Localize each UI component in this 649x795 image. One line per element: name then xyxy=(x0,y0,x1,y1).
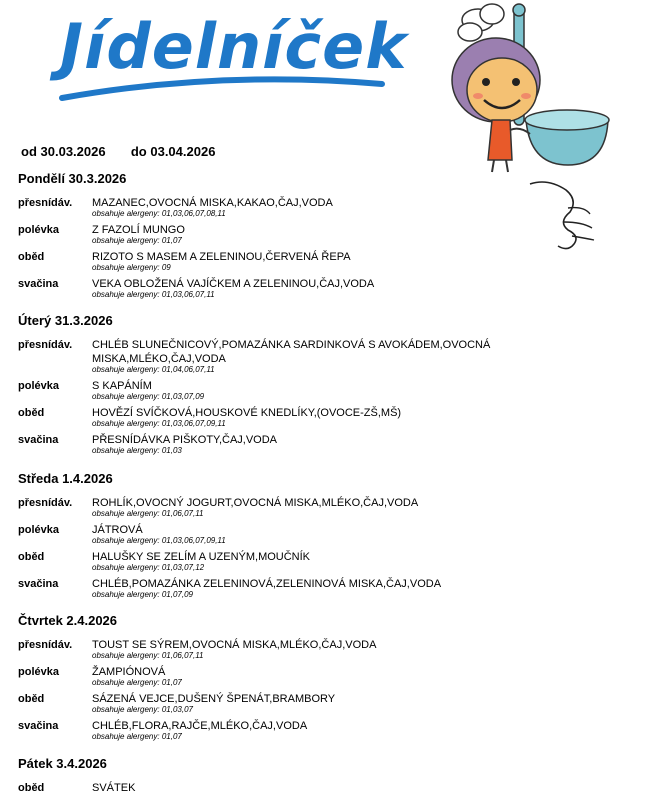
meal-dishes: CHLÉB,POMAZÁNKA ZELENINOVÁ,ZELENINOVÁ MISKA,ČAJ,VODA xyxy=(92,578,442,590)
meal-body xyxy=(92,196,618,219)
meal-row xyxy=(18,719,618,742)
period-to-label: do xyxy=(130,144,147,159)
meal-allergens: obsahuje alergeny: 01,03,07,09 xyxy=(92,392,205,401)
meal-dishes: RIZOTO S MASEM A ZELENINOU,ČERVENÁ ŘEPA xyxy=(92,251,351,263)
meal-label: svačina xyxy=(18,578,59,590)
cook-illustration xyxy=(440,0,645,175)
meal-body xyxy=(92,406,618,429)
day-section xyxy=(18,613,618,742)
meal-row xyxy=(18,277,618,300)
day-title: Středa 1.4.2026 xyxy=(18,471,113,486)
meal-body xyxy=(92,223,618,246)
period-to-date: 03.04.2026 xyxy=(150,144,216,159)
meal-allergens: obsahuje alergeny: 01,06,07,11 xyxy=(92,651,204,660)
meal-allergens: obsahuje alergeny: 01,07,09 xyxy=(92,590,193,599)
meal-allergens: obsahuje alergeny: 01,03,06,07,09,11 xyxy=(92,419,226,428)
meal-label: polévka xyxy=(18,224,59,236)
meal-dishes: CHLÉB SLUNEČNICOVÝ,POMAZÁNKA SARDINKOVÁ S AVOKÁDEM,OVOCNÁ MISKA,MLÉKO,ČAJ,VODA xyxy=(92,339,491,365)
meal-label: svačina xyxy=(18,434,59,446)
meal-allergens: obsahuje alergeny: 09 xyxy=(92,263,171,272)
meal-body xyxy=(92,550,618,573)
meal-allergens: obsahuje alergeny: 01,07 xyxy=(92,236,182,245)
meal-label: oběd xyxy=(18,693,45,705)
meal-body xyxy=(92,577,618,600)
day-title: Čtvrtek 2.4.2026 xyxy=(18,613,118,628)
day-title: Pátek 3.4.2026 xyxy=(18,756,107,771)
day-section xyxy=(18,756,618,795)
meal-row xyxy=(18,338,618,375)
meal-row xyxy=(18,433,618,456)
meal-allergens: obsahuje alergeny: 01,06,07,11 xyxy=(92,509,204,518)
meal-dishes: ŽAMPIÓNOVÁ xyxy=(92,666,166,678)
meal-label: svačina xyxy=(18,720,59,732)
menu-period xyxy=(21,144,215,159)
meal-label: oběd xyxy=(18,407,45,419)
meal-dishes: JÁTROVÁ xyxy=(92,524,143,536)
meal-dishes: SÁZENÁ VEJCE,DUŠENÝ ŠPENÁT,BRAMBORY xyxy=(92,693,336,705)
meal-dishes: MAZANEC,OVOCNÁ MISKA,KAKAO,ČAJ,VODA xyxy=(92,197,333,209)
meal-label: polévka xyxy=(18,524,59,536)
menu-title-logo xyxy=(0,0,430,110)
meal-dishes: PŘESNÍDÁVKA PIŠKOTY,ČAJ,VODA xyxy=(92,434,278,446)
meal-body xyxy=(92,638,618,661)
meal-dishes: ROHLÍK,OVOCNÝ JOGURT,OVOCNÁ MISKA,MLÉKO,ČAJ,VODA xyxy=(92,497,419,509)
meal-dishes: SVÁTEK xyxy=(92,782,136,794)
meal-row xyxy=(18,196,618,219)
meal-label: přesnídáv. xyxy=(18,497,73,509)
meal-allergens: obsahuje alergeny: 01,03,07 xyxy=(92,705,193,714)
meal-row xyxy=(18,406,618,429)
meal-dishes: CHLÉB,FLORA,RAJČE,MLÉKO,ČAJ,VODA xyxy=(92,720,308,732)
meal-row xyxy=(18,496,618,519)
meal-row xyxy=(18,250,618,273)
day-section xyxy=(18,313,618,456)
meal-row xyxy=(18,379,618,402)
meal-label: přesnídáv. xyxy=(18,639,73,651)
meal-allergens: obsahuje alergeny: 01,03,06,07,09,11 xyxy=(92,536,226,545)
meal-body xyxy=(92,338,618,375)
period-from-date: 30.03.2026 xyxy=(40,144,106,159)
meal-allergens: obsahuje alergeny: 01,03,07,12 xyxy=(92,563,205,572)
meal-row xyxy=(18,638,618,661)
meal-dishes: HOVĚZÍ SVÍČKOVÁ,HOUSKOVÉ KNEDLÍKY,(OVOCE-ZŠ,MŠ) xyxy=(92,407,402,419)
day-section xyxy=(18,471,618,600)
meal-body xyxy=(92,523,618,546)
period-from-label: od xyxy=(21,144,37,159)
meal-allergens: obsahuje alergeny: 01,03 xyxy=(92,446,182,455)
day-title: Pondělí 30.3.2026 xyxy=(18,171,127,186)
menu-title: Jídelníček xyxy=(60,10,408,83)
meal-allergens: obsahuje alergeny: 01,07 xyxy=(92,678,182,687)
meal-allergens: obsahuje alergeny: 01,07 xyxy=(92,732,182,741)
meal-body xyxy=(92,379,618,402)
meal-label: polévka xyxy=(18,666,59,678)
meal-row xyxy=(18,223,618,246)
meal-body xyxy=(92,277,618,300)
meal-dishes: VEKA OBLOŽENÁ VAJÍČKEM A ZELENINOU,ČAJ,VODA xyxy=(92,278,375,290)
meal-body xyxy=(92,250,618,273)
meal-body xyxy=(92,719,618,742)
meal-allergens: obsahuje alergeny: 01,04,06,07,11 xyxy=(92,365,215,374)
meal-row xyxy=(18,665,618,688)
meal-label: přesnídáv. xyxy=(18,339,73,351)
meal-label: svačina xyxy=(18,278,59,290)
day-section xyxy=(18,171,618,300)
meal-dishes: HALUŠKY SE ZELÍM A UZENÝM,MOUČNÍK xyxy=(92,551,311,563)
meal-label: oběd xyxy=(18,251,45,263)
meal-body xyxy=(92,692,618,715)
meal-label: přesnídáv. xyxy=(18,197,73,209)
meal-dishes: TOUST SE SÝREM,OVOCNÁ MISKA,MLÉKO,ČAJ,VODA xyxy=(92,639,377,651)
meal-dishes: Z FAZOLÍ MUNGO xyxy=(92,224,185,236)
meal-body xyxy=(92,665,618,688)
meal-dishes: S KAPÁNÍM xyxy=(92,380,152,392)
meal-row xyxy=(18,550,618,573)
day-title: Úterý 31.3.2026 xyxy=(18,313,113,328)
meal-label: oběd xyxy=(18,782,45,794)
meal-body xyxy=(92,781,618,795)
meal-allergens: obsahuje alergeny: 01,03,06,07,11 xyxy=(92,290,215,299)
meal-row xyxy=(18,523,618,546)
meal-body xyxy=(92,433,618,456)
meal-label: polévka xyxy=(18,380,59,392)
meal-row xyxy=(18,692,618,715)
meal-label: oběd xyxy=(18,551,45,563)
meal-allergens: obsahuje alergeny: 01,03,06,07,08,11 xyxy=(92,209,226,218)
meal-row xyxy=(18,781,618,795)
meal-body xyxy=(92,496,618,519)
meal-row xyxy=(18,577,618,600)
